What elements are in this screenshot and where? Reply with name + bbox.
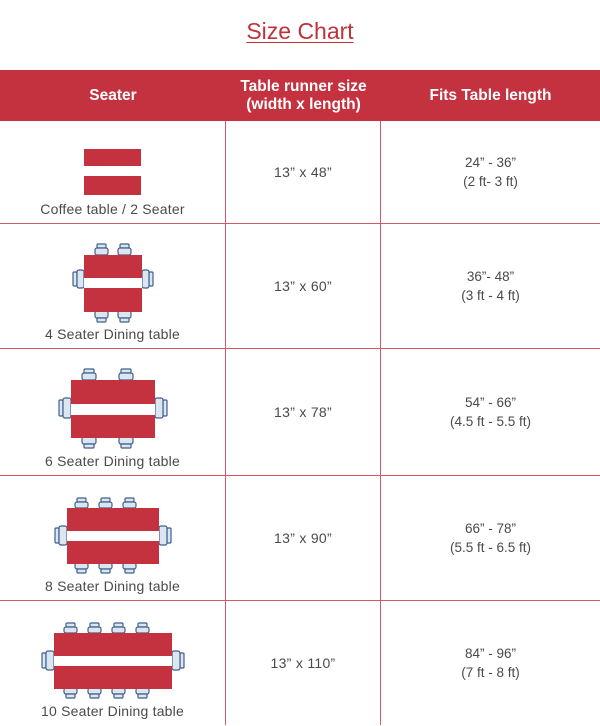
seater-label: 4 Seater Dining table bbox=[45, 326, 180, 342]
table-header bbox=[0, 70, 600, 121]
table-row bbox=[0, 121, 600, 224]
header-fits-length: Fits Table length bbox=[429, 86, 552, 104]
fit-length-feet: (5.5 ft - 6.5 ft) bbox=[449, 540, 532, 555]
fit-length-feet: (7 ft - 8 ft) bbox=[461, 665, 520, 680]
fit-length-inches: 66” - 78” bbox=[464, 521, 517, 536]
table-row bbox=[0, 476, 600, 601]
4-seater-table-icon bbox=[71, 242, 155, 324]
seater-label: 6 Seater Dining table bbox=[45, 453, 180, 469]
fit-length-feet: (3 ft - 4 ft) bbox=[461, 288, 520, 303]
runner-size: 13” x 78” bbox=[226, 349, 381, 475]
8-seater-table-icon bbox=[53, 496, 173, 576]
table-row bbox=[0, 349, 600, 476]
page-title: Size Chart bbox=[246, 18, 354, 44]
fit-length-inches: 84” - 96” bbox=[464, 646, 517, 661]
fit-length-inches: 24” - 36” bbox=[464, 155, 517, 170]
size-chart-table bbox=[0, 70, 600, 725]
10-seater-table-icon bbox=[40, 621, 186, 701]
fit-length-inches: 54” - 66” bbox=[464, 395, 517, 410]
seater-label: 10 Seater Dining table bbox=[41, 703, 184, 719]
table-row bbox=[0, 601, 600, 725]
seater-label: Coffee table / 2 Seater bbox=[40, 201, 185, 217]
runner-size: 13” x 110” bbox=[226, 601, 381, 725]
coffee-table-icon bbox=[83, 147, 143, 199]
runner-size: 13” x 90” bbox=[226, 476, 381, 600]
table-row bbox=[0, 224, 600, 349]
6-seater-table-icon bbox=[57, 367, 169, 451]
fit-length-feet: (2 ft- 3 ft) bbox=[463, 174, 518, 189]
fit-length-inches: 36”- 48” bbox=[466, 269, 515, 284]
runner-size: 13” x 48” bbox=[226, 121, 381, 223]
fit-length-feet: (4.5 ft - 5.5 ft) bbox=[449, 414, 532, 429]
header-runner-size: Table runner size (width x length) bbox=[240, 77, 367, 113]
runner-size: 13” x 60” bbox=[226, 224, 381, 348]
header-seater: Seater bbox=[89, 86, 137, 104]
seater-label: 8 Seater Dining table bbox=[45, 578, 180, 594]
